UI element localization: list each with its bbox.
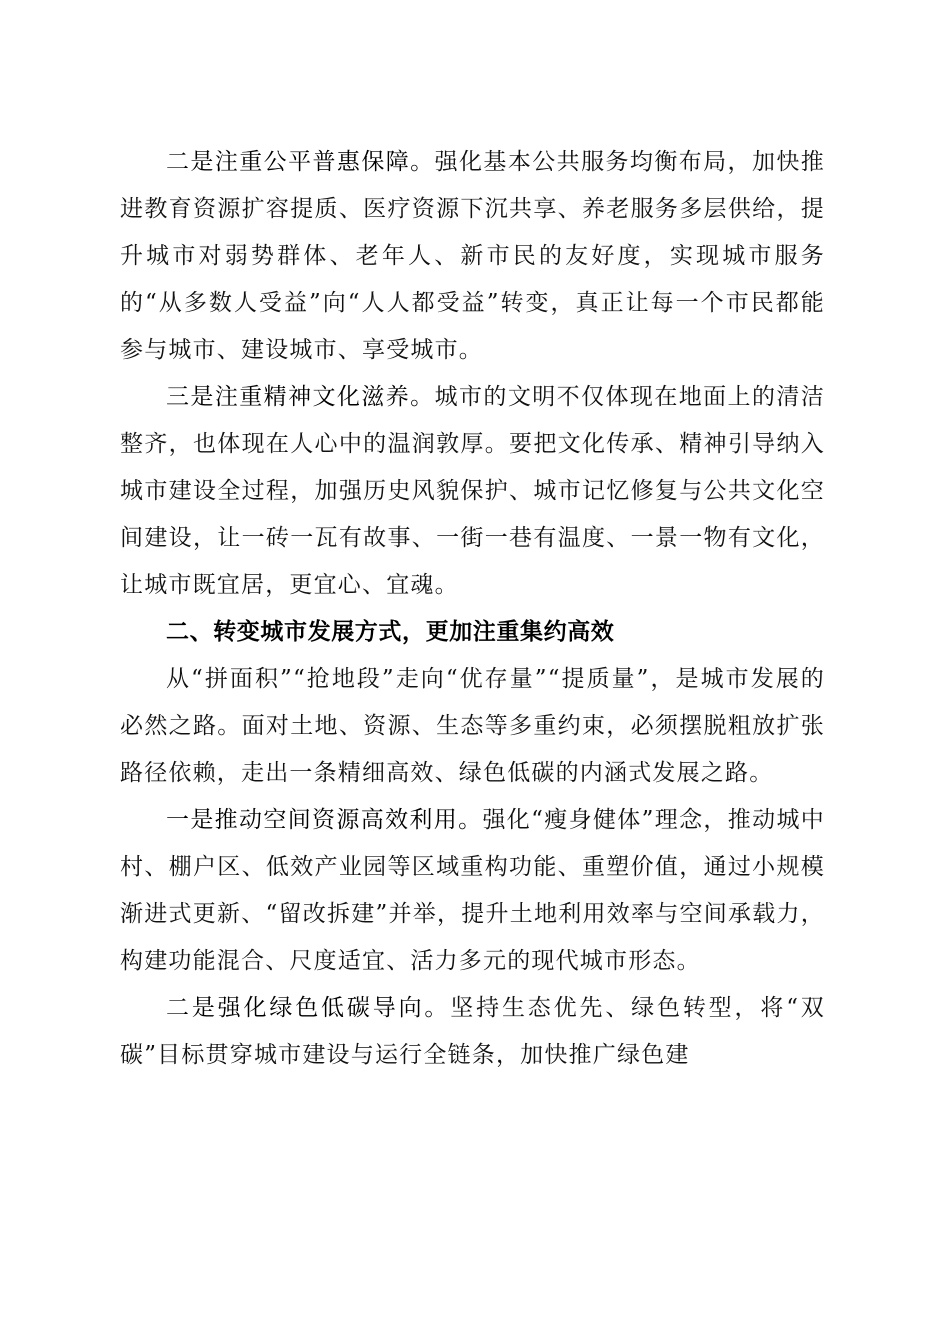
paragraph-text: 坚持生态优先、绿色转型，将“双碳”目标贯穿城市建设与运行全链条，加快推广绿色建 [120, 995, 826, 1068]
paragraph-intro [120, 656, 825, 797]
paragraph-green [120, 985, 825, 1079]
paragraph-text: 强化基本公共服务均衡布局，加快推进教育资源扩容提质、医疗资源下沉共享、养老服务多层供给，提升城市对弱势群体、老年人、新市民的友好度，实现城市服务的“从多数人受益”向“人人都受益”转变，真正让每一个市民都能参与城市、建设城市、享受城市。 [120, 149, 826, 363]
paragraph-space [120, 797, 825, 985]
paragraph-text: 城市的文明不仅体现在地面上的清洁整齐，也体现在人心中的温润敦厚。要把文化传承、精神引导纳入城市建设全过程，加强历史风貌保护、城市记忆修复与公共文化空间建设，让一砖一瓦有故事、一街一巷有温度、一景一物有文化，让城市既宜居，更宜心、宜魂。 [120, 384, 826, 598]
paragraph-lead: 三是注重精神文化滋养。 [166, 384, 435, 410]
paragraph-lead: 一是推动空间资源高效利用。 [166, 807, 483, 833]
paragraph-text: 强化“瘦身健体”理念，推动城中村、棚户区、低效产业园等区域重构功能、重塑价值，通过小规模渐进式更新、“留改拆建”并举，提升土地利用效率与空间承载力，构建功能混合、尺度适宜、活力多元的现代城市形态。 [120, 807, 825, 974]
paragraph-text: 从“拼面积”“抢地段”走向“优存量”“提质量”，是城市发展的必然之路。面对土地、资源、生态等多重约束，必须摆脱粗放扩张路径依赖，走出一条精细高效、绿色低碳的内涵式发展之路。 [120, 666, 825, 786]
paragraph-culture [120, 374, 825, 609]
paragraph-lead: 二是强化绿色低碳导向。 [166, 995, 451, 1021]
paragraph-fairness [120, 139, 825, 374]
paragraph-lead: 二是注重公平普惠保障。 [166, 149, 435, 175]
section-heading: 二、转变城市发展方式，更加注重集约高效 [166, 619, 615, 645]
document-body [120, 139, 825, 1079]
